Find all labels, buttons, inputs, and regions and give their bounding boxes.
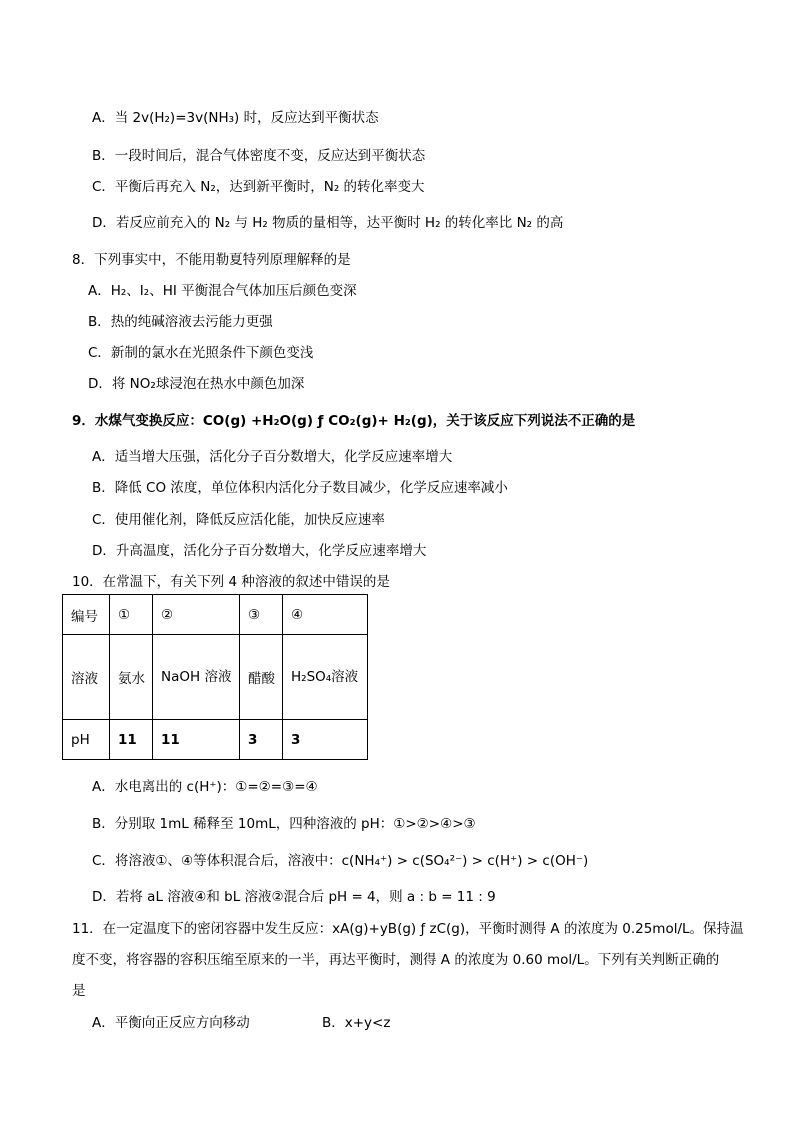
q10-option-b: B．分别取 1mL 稀释至 10mL，四种溶液的 pH：①>②>④>③: [92, 816, 476, 832]
q9-stem: 9．水煤气变换反应：CO(g) +H₂O(g) ƒ CO₂(g)+ H₂(g)，关于该反应下列说法不正确的是: [72, 413, 636, 429]
table-cell: 醋酸: [240, 635, 283, 720]
q11-option-a: A．平衡向正反应方向移动: [92, 1015, 250, 1031]
table-cell: 3: [283, 720, 368, 760]
table-cell: 11: [110, 720, 153, 760]
table-cell: pH: [63, 720, 110, 760]
table-cell: ③: [240, 595, 283, 635]
q8-stem: 8．下列事实中，不能用勒夏特列原理解释的是: [72, 252, 351, 268]
table-cell: 3: [240, 720, 283, 760]
q7-option-b: B．一段时间后，混合气体密度不变，反应达到平衡状态: [92, 148, 426, 164]
q10-option-c: C．将溶液①、④等体积混合后，溶液中：c(NH₄⁺) > c(SO₄²⁻) > c(H⁺) > c(OH⁻): [92, 853, 589, 869]
q10-option-d: D．若将 aL 溶液④和 bL 溶液②混合后 pH = 4，则 a : b = 11 : 9: [92, 889, 496, 905]
q9-option-b: B．降低 CO 浓度，单位体积内活化分子数目减少，化学反应速率减小: [92, 480, 508, 496]
table-row: [63, 635, 368, 720]
table-cell: H₂SO₄溶液: [283, 635, 368, 720]
table-cell: ①: [110, 595, 153, 635]
table-cell: 溶液: [63, 635, 110, 720]
table-header-row: [63, 595, 368, 635]
table-cell: 11: [153, 720, 240, 760]
q11-stem-line-3: 是: [72, 983, 86, 999]
table-cell: ②: [153, 595, 240, 635]
q11-stem-line-1: 11．在一定温度下的密闭容器中发生反应：xA(g)+yB(g) ƒ zC(g)，平衡时测得 A 的浓度为 0.25mol/L。保持温: [72, 921, 744, 937]
q7-option-c: C．平衡后再充入 N₂，达到新平衡时，N₂ 的转化率变大: [92, 179, 425, 195]
table-row: [63, 720, 368, 760]
q10-stem: 10．在常温下，有关下列 4 种溶液的叙述中错误的是: [72, 574, 390, 590]
q11-option-b: B．x+y<z: [322, 1015, 391, 1031]
q8-option-d: D．将 NO₂球浸泡在热水中颜色加深: [88, 376, 305, 392]
q11-stem-line-2: 度不变，将容器的容积压缩至原来的一半，再达平衡时，测得 A 的浓度为 0.60 mol/L。下列有关判断正确的: [72, 952, 720, 968]
table-cell: 氨水: [110, 635, 153, 720]
table-cell: ④: [283, 595, 368, 635]
q10-option-a: A．水电离出的 c(H⁺)：①=②=③=④: [92, 779, 318, 795]
q8-option-b: B．热的纯碱溶液去污能力更强: [88, 314, 273, 330]
table-cell: 编号: [63, 595, 110, 635]
q7-option-d: D．若反应前充入的 N₂ 与 H₂ 物质的量相等，达平衡时 H₂ 的转化率比 N₂ 的高: [92, 215, 564, 231]
q9-option-c: C．使用催化剂，降低反应活化能，加快反应速率: [92, 512, 385, 528]
q8-option-c: C．新制的氯水在光照条件下颜色变浅: [88, 345, 314, 361]
solution-table: [62, 594, 368, 760]
table-cell: NaOH 溶液: [153, 635, 240, 720]
q7-option-a: A．当 2v(H₂)=3v(NH₃) 时，反应达到平衡状态: [92, 110, 379, 126]
q9-option-d: D．升高温度，活化分子百分数增大，化学反应速率增大: [92, 543, 427, 559]
q9-option-a: A．适当增大压强，活化分子百分数增大，化学反应速率增大: [92, 449, 453, 465]
q8-option-a: A．H₂、I₂、HI 平衡混合气体加压后颜色变深: [88, 283, 357, 299]
